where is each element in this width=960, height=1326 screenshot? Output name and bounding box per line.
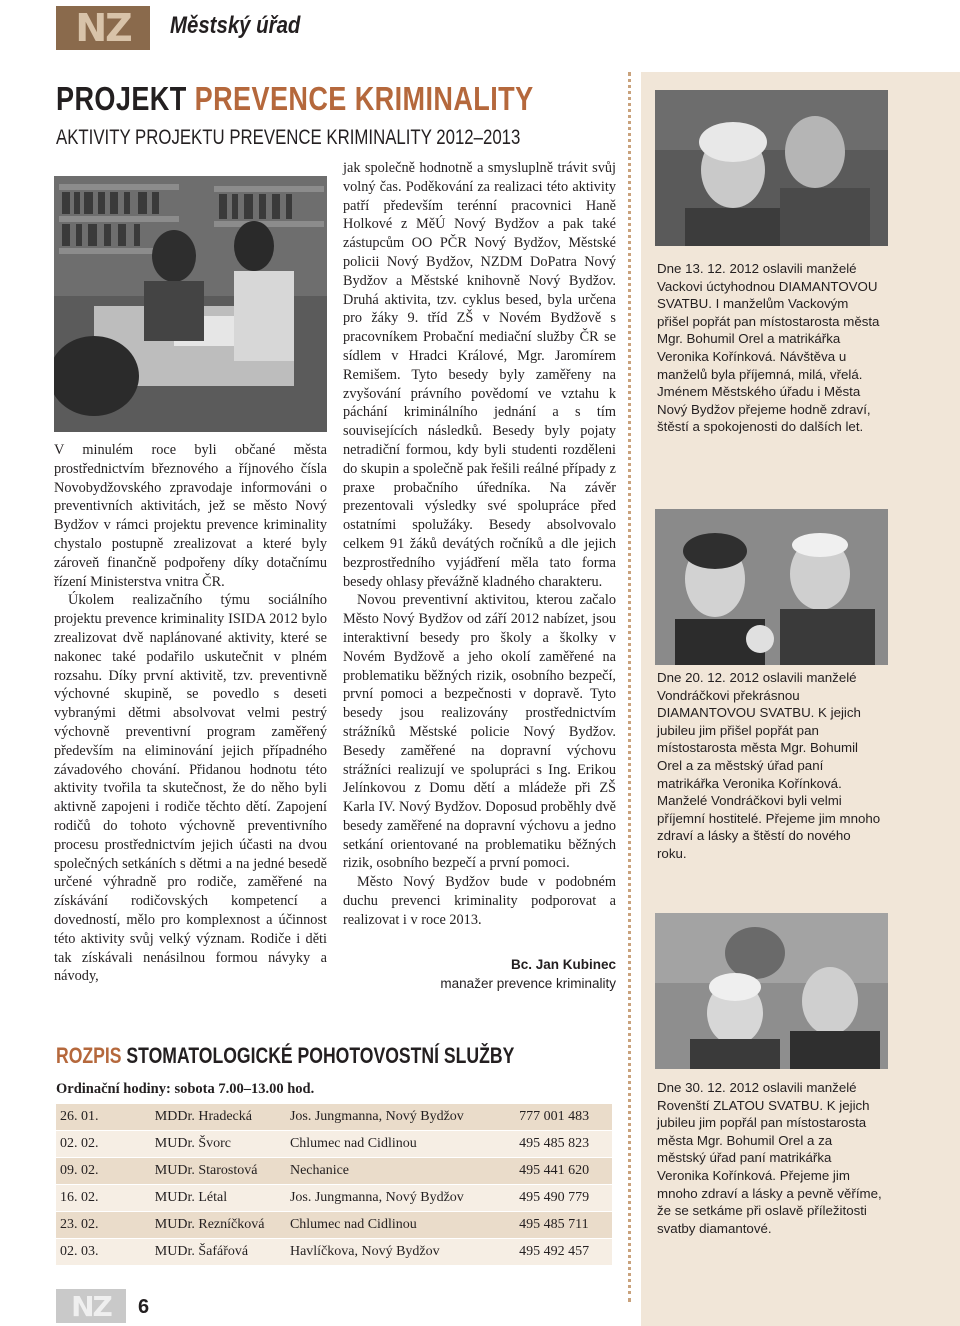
duty-title-part-1: ROZPIS [56, 1043, 122, 1068]
duty-row [56, 1158, 612, 1185]
duty-date: 02. 03. [56, 1239, 151, 1266]
duty-address: Chlumec nad Cidlinou [286, 1212, 515, 1239]
page-number: 6 [138, 1296, 150, 1318]
duty-date: 02. 02. [56, 1131, 151, 1158]
duty-address: Jos. Jungmanna, Nový Bydžov [286, 1104, 515, 1131]
article-paragraph: Úkolem realizačního týmu sociálního projektu prevence kriminality ISIDA 2012 bylo zrealizovat dvě naplánované aktivity, které se nakonec také podařilo uskutečnit v plném rozsahu. Díky první aktivitě, tzv. preventivně výchovné skupině, se povedlo s deseti vybranými dětmi absolvovat velmi pestrý výchovně preventivní program zaměřený především na eliminování jejich případného závadového chování. Přidanou hodnotu této aktivity tvořila ta skutečnost, že do něho byli aktivně zapojeni i rodiče těchto dětí. Zapojení rodičů do tohoto výchovně preventivního procesu prostřednictvím jejich účasti na dvou společných setkáních s dětmi a na jedné besedě určené výhradně pro rodiče, zaměřené na získávání rodičovských kompetencí a dovedností, mělo pro komplexnost a účinnost této aktivity svůj velký význam. Rodiče i děti tak získávali nenásilnou formou návyky a návody, [54, 592, 327, 985]
library-photo [54, 176, 327, 432]
duty-date: 26. 01. [56, 1104, 151, 1131]
author-role: manažer prevence kriminality [440, 976, 616, 991]
header-logo: NZ [56, 6, 150, 50]
duty-table [56, 1104, 612, 1266]
duty-date: 16. 02. [56, 1185, 151, 1212]
duty-doctor: MUDr. Rezníčková [151, 1212, 286, 1239]
rovensti-photo [655, 913, 888, 1069]
duty-table-body [56, 1104, 612, 1266]
duty-address: Jos. Jungmanna, Nový Bydžov [286, 1185, 515, 1212]
duty-phone: 777 001 483 [515, 1104, 612, 1131]
duty-date: 23. 02. [56, 1212, 151, 1239]
article-paragraph: V minulém roce byli občané města prostřednictvím březnového a říjnového čísla Novobydžovského zpravodaje informováni o preventivních aktivitách, jež se město Nový Bydžov v rámci projektu prevence kriminality chystalo postupně zrealizovat a které byly zároveň finančně podpořeny díky dotačnímu řízení Ministerstva vnitra ČR. [54, 442, 327, 590]
duty-date: 09. 02. [56, 1158, 151, 1185]
duty-phone: 495 441 620 [515, 1158, 612, 1185]
duty-row [56, 1212, 612, 1239]
article-paragraph: Město Nový Bydžov bude v podobném duchu prevenci kriminality podporovat a realizovat i v roce 2013. [343, 874, 616, 928]
caption-rovensti: Dne 30. 12. 2012 oslavili manželé Rovenští ZLATOU SVATBU. K jejich jubileu jim popřál pan místostarosta města Mgr. Bohumil Orel a za městský úřad paní matrikářka Veronika Kořínková. Přejeme jim mnoho zdraví a lásky a pevně věříme, že se setkáme při oslavě příležitosti svatby diamantové. [657, 1080, 882, 1236]
article-column-1 [54, 441, 327, 986]
duty-address: Nechanice [286, 1158, 515, 1185]
section-label: Městský úřad [170, 12, 301, 39]
duty-phone: 495 492 457 [515, 1239, 612, 1266]
article-paragraph: Novou preventivní aktivitou, kterou začalo Město Nový Bydžov od září 2012 nabízet, jsou interaktivní besedy pro školy a školky v Novém Bydžově a jeho okolí zaměřené na problematiku běžných rizik, osobního bezpečí, první pomoci a bezpečnosti v dopravě. Tyto besedy jsou realizovány prostřednictvím strážníků Městské policie Nový Bydžov. Besedy zaměřené na dopravní výchovu strážníci realizují ve spolupráci s Ing. Erikou Jelínkovou z Domu dětí a mládeže při ZŠ Karla IV. Nový Bydžov. Doposud proběhly dvě besedy zaměřené na dopravní výchovu a jedno setkání orientované na problematiku běžných rizik, osobního bezpečí a první pomoci. [343, 592, 616, 872]
article-signature [343, 955, 616, 993]
vondrackovi-photo [655, 509, 888, 665]
duty-phone: 495 485 711 [515, 1212, 612, 1239]
duty-doctor: MUDr. Starostová [151, 1158, 286, 1185]
duty-phone: 495 485 823 [515, 1131, 612, 1158]
duty-row [56, 1239, 612, 1266]
duty-hours: Ordinační hodiny: sobota 7.00–13.00 hod. [56, 1081, 315, 1097]
duty-doctor: MUDr. Šafářová [151, 1239, 286, 1266]
duty-row [56, 1131, 612, 1158]
page-subtitle: AKTIVITY PROJEKTU PREVENCE KRIMINALITY 2012–2013 [56, 126, 521, 149]
duty-doctor: MUDr. Létal [151, 1185, 286, 1212]
caption-vondrackovi: Dne 20. 12. 2012 oslavili manželé Vondráčkovi překrásnou DIAMANTOVOU SVATBU. K jejich jubileu jim přišel popřát pan místostarosta města Mgr. Bohumil Orel a za městský úřad paní matrikářka Veronika Kořínková. Manželé Vondráčkovi byli velmi příjemní hostitelé. Přejeme jim mnoho zdraví a lásky a štěstí do nového roku. [657, 670, 881, 861]
duty-address: Havlíčkova, Nový Bydžov [286, 1239, 515, 1266]
duty-title-part-2: STOMATOLOGICKÉ POHOTOVOSTNÍ SLUŽBY [126, 1043, 515, 1068]
footer-logo: NZ [56, 1289, 126, 1323]
column-separator [628, 72, 631, 1302]
duty-phone: 495 490 779 [515, 1185, 612, 1212]
duty-row [56, 1185, 612, 1212]
duty-doctor: MUDr. Švorc [151, 1131, 286, 1158]
page-title [56, 80, 534, 118]
title-part-1: PROJEKT [56, 80, 187, 117]
article-column-2 [343, 159, 616, 930]
duty-title [56, 1043, 514, 1069]
author-name: Bc. Jan Kubinec [510, 957, 616, 972]
caption-vackovi: Dne 13. 12. 2012 oslavili manželé Vackovi úctyhodnou DIAMANTOVOU SVATBU. I manželům Vackovým přišel popřát pan místostarosta města Mgr. Bohumil Orel a matrikářka Veronika Kořínková. Návštěva u manželů byla příjemná, milá, vřelá. Jménem Městského úřadu i Města Nový Bydžov přejeme hodně zdraví, štěstí a spokojenosti do dalších let. [657, 261, 880, 435]
duty-doctor: MDDr. Hradecká [151, 1104, 286, 1131]
title-part-2: PREVENCE KRIMINALITY [194, 80, 534, 117]
duty-row [56, 1104, 612, 1131]
article-paragraph: jak společně hodnotně a smysluplně trávit svůj volný čas. Poděkování za realizaci této aktivity patří především terénní pracovnici Haně Holkové z MěÚ Nový Bydžov a pak také zástupcům OO PČR Nový Bydžov, Městské policii Nový Bydžov, NZDM DoPatra Nový Bydžov a Městské knihovně Nový Bydžov. Druhá aktivita, tzv. cyklus besed, byla určena pro žáky 9. tříd ZŠ v Novém Bydžově s pracovníkem Probační mediační služby ČR se sídlem v Hradci Králové, Mgr. Jaromírem Remišem. Tyto besedy byly zaměřeny na zvyšování právního povědomí ve vztahu k páchání kriminálního jednání a s tím souvisejících následků. Besedy byly pojaty netradiční formou, kdy byli studenti rozděleni do skupin a společně pak řešili reálné případy z praxe probačního úředníka. Na závěr prezentovali výsledky své spolupráce před ostatními spolužáky. Besedy absolvovalo celkem 91 žáků devátých ročníků a dle jejich bezprostředního vyjádření měla tato forma besedy ohlasy převážně kladného charakteru. [343, 160, 616, 590]
vackovi-photo [655, 90, 888, 246]
duty-address: Chlumec nad Cidlinou [286, 1131, 515, 1158]
